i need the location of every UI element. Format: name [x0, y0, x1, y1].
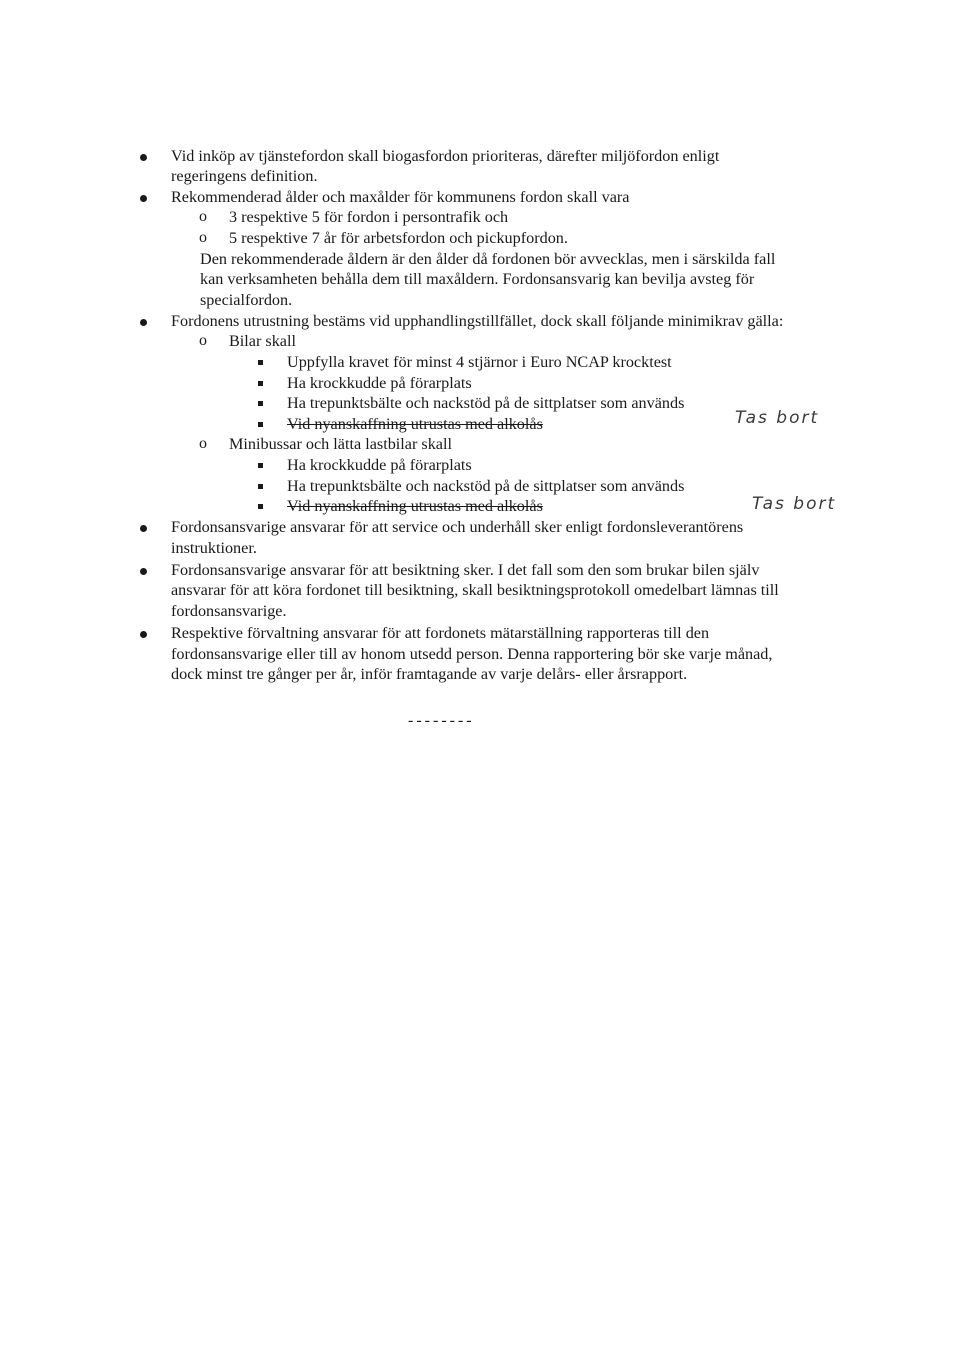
circle-bullet-icon: o	[199, 208, 207, 225]
bullet-icon	[140, 195, 147, 202]
text-line: Rekommenderad ålder och maxålder för kommunens fordon skall vara	[171, 188, 630, 206]
handwritten-note: Tas bort	[735, 408, 820, 428]
text-line: Fordonens utrustning bestäms vid upphandlingstillfället, dock skall följande minimikrav gälla:	[171, 312, 784, 330]
struck-text-line: Vid nyanskaffning utrustas med alkolås	[287, 415, 543, 433]
text-line: Ha trepunktsbälte och nackstöd på de sittplatser som används	[287, 394, 685, 412]
square-bullet-icon	[258, 401, 263, 406]
bullet-icon	[140, 319, 147, 326]
square-bullet-icon	[258, 484, 263, 489]
text-line: Ha trepunktsbälte och nackstöd på de sittplatser som används	[287, 477, 685, 495]
text-line: Den rekommenderade åldern är den ålder då fordonen bör avvecklas, men i särskilda fall	[200, 250, 776, 268]
text-line: fordonsansvarige eller till av honom utsedd person. Denna rapportering bör ske varje månad,	[171, 645, 773, 663]
bullet-icon	[140, 154, 147, 161]
text-line: dock minst tre gånger per år, inför framtagande av varje delårs- eller årsrapport.	[171, 665, 688, 683]
circle-bullet-icon: o	[199, 229, 207, 246]
square-bullet-icon	[258, 360, 263, 365]
text-line: Respektive förvaltning ansvarar för att fordonets mätarställning rapporteras till den	[171, 624, 710, 642]
text-line: Ha krockkudde på förarplats	[287, 456, 472, 474]
square-bullet-icon	[258, 381, 263, 386]
text-line: regeringens definition.	[171, 167, 318, 185]
text-line: 5 respektive 7 år för arbetsfordon och pickupfordon.	[229, 229, 568, 247]
handwritten-note: Tas bort	[752, 494, 837, 514]
text-line: specialfordon.	[200, 291, 293, 309]
dashed-divider: --------	[408, 712, 475, 729]
text-line: ansvarar för att köra fordonet till besiktning, skall besiktningsprotokoll omedelbart lämnas till	[171, 581, 779, 599]
struck-text-line: Vid nyanskaffning utrustas med alkolås	[287, 497, 543, 515]
text-line: Vid inköp av tjänstefordon skall biogasfordon prioriteras, därefter miljöfordon enligt	[171, 147, 720, 165]
text-line: Minibussar och lätta lastbilar skall	[229, 435, 452, 453]
circle-bullet-icon: o	[199, 435, 207, 452]
text-line: instruktioner.	[171, 539, 257, 557]
text-line: Bilar skall	[229, 332, 296, 350]
square-bullet-icon	[258, 504, 263, 509]
text-line: kan verksamheten behålla dem till maxåldern. Fordonsansvarig kan bevilja avsteg för	[200, 270, 755, 288]
circle-bullet-icon: o	[199, 332, 207, 349]
text-line: fordonsansvarige.	[171, 602, 287, 620]
text-line: Fordonsansvarige ansvarar för att besiktning sker. I det fall som den som brukar bilen själv	[171, 561, 760, 579]
bullet-icon	[140, 525, 147, 532]
text-line: Uppfylla kravet för minst 4 stjärnor i Euro NCAP krocktest	[287, 353, 672, 371]
text-line: Fordonsansvarige ansvarar för att service och underhåll sker enligt fordonsleverantörens	[171, 518, 744, 536]
text-line: 3 respektive 5 för fordon i persontrafik och	[229, 208, 509, 226]
square-bullet-icon	[258, 463, 263, 468]
bullet-icon	[140, 568, 147, 575]
square-bullet-icon	[258, 422, 263, 427]
bullet-icon	[140, 631, 147, 638]
text-line: Ha krockkudde på förarplats	[287, 374, 472, 392]
